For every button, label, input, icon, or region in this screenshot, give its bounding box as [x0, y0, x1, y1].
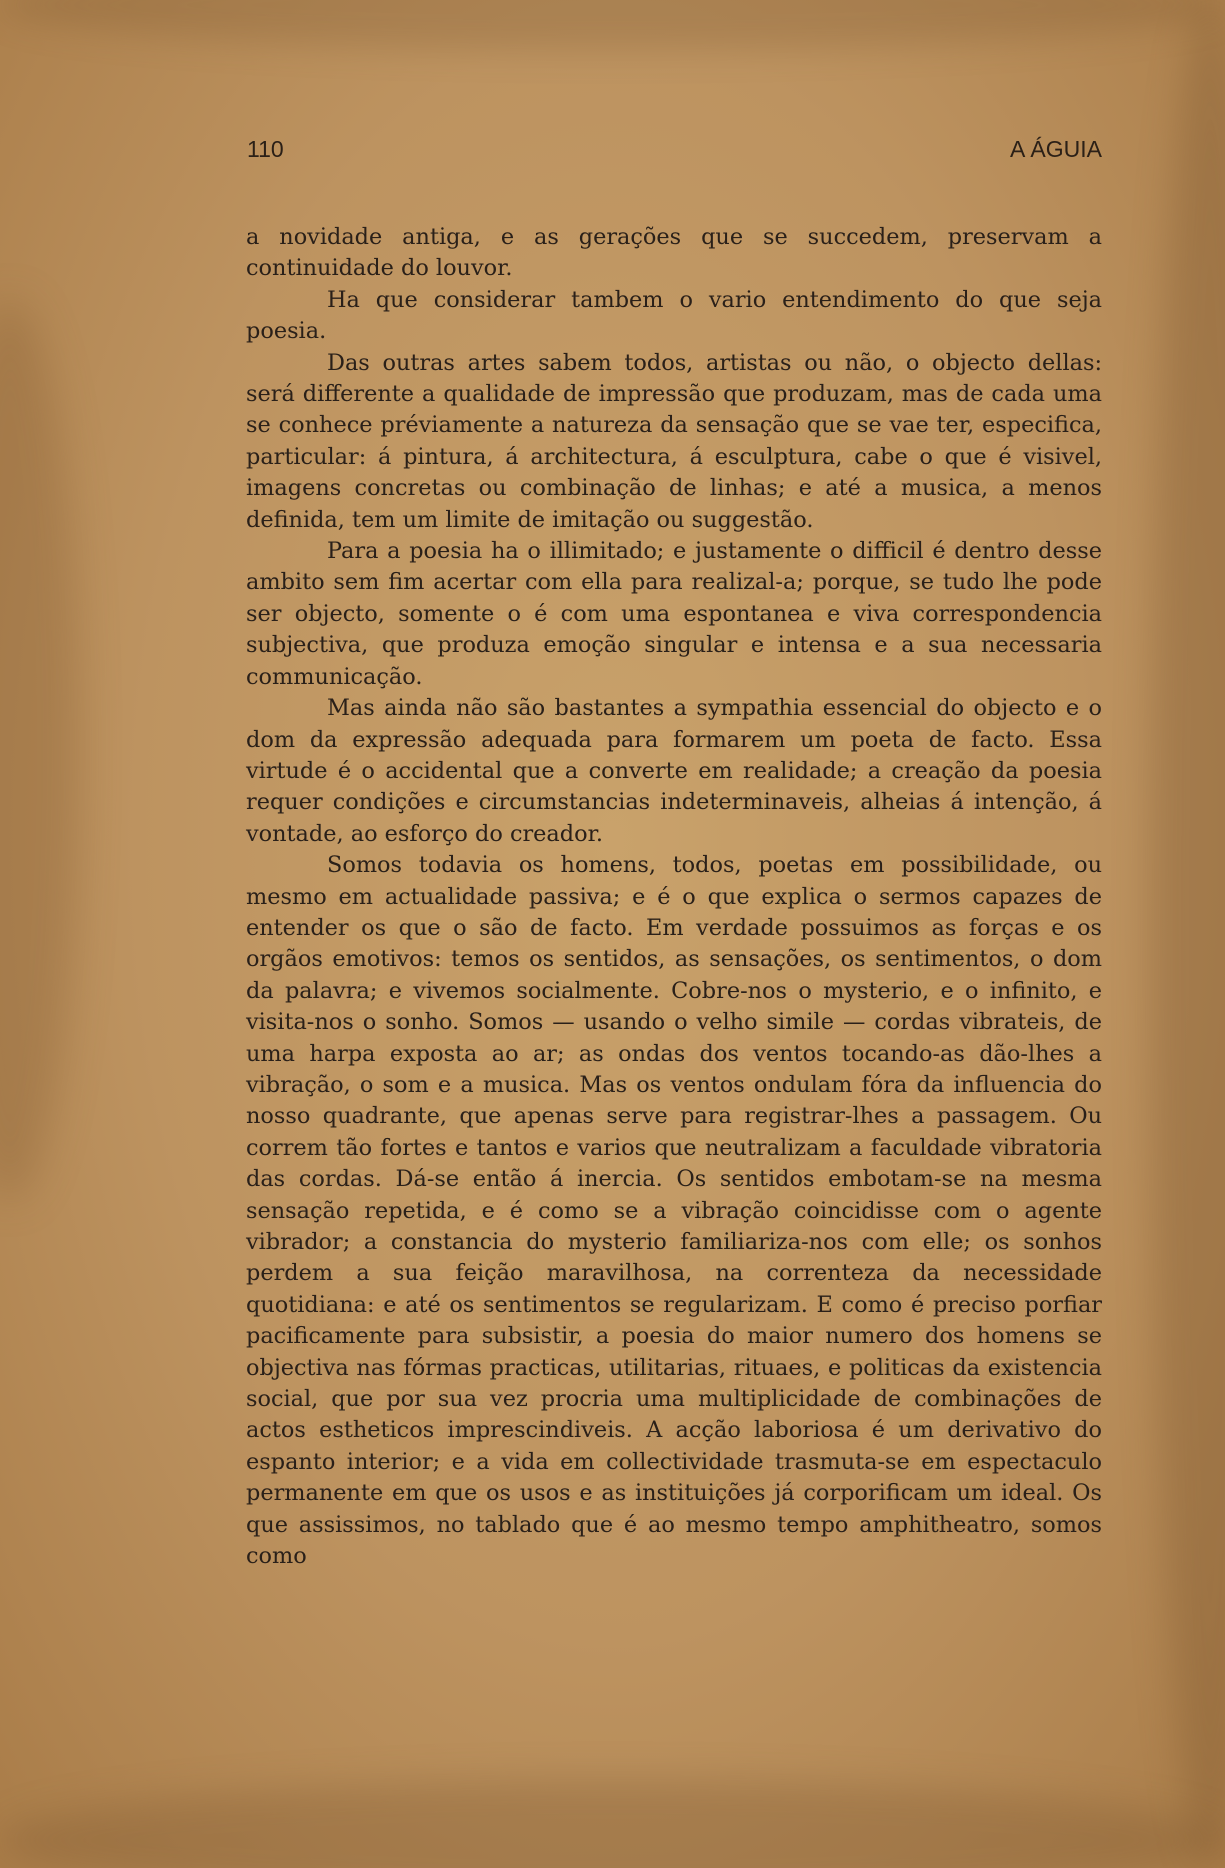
- running-head: [247, 136, 1102, 170]
- body-text: [246, 222, 1102, 1572]
- paragraph: Somos todavia os homens, todos, poetas em possibilidade, ou mesmo em actualidade passiva; e é o que explica o sermos capazes de entender os que o são de facto. Em verdade possuimos as forças e os orgãos emotivos: temos os sentidos, as sensações, os sentimentos, o dom da palavra; e vivemos socialmente. Cobre-nos o mysterio, e o infinito, e visita-nos o sonho. Somos — usando o velho simile — cordas vibrateis, de uma harpa exposta ao ar; as ondas dos ventos tocando-as dão-lhes a vibração, o som e a musica. Mas os ventos ondulam fóra da influencia do nosso quadrante, que apenas serve para registrar-lhes a passagem. Ou correm tão fortes e tantos e varios que neutralizam a faculdade vibratoria das cordas. Dá-se então á inercia. Os sentidos embotam-se na mesma sensação repetida, e é como se a vibração coincidisse com o agente vibrador; a constancia do mysterio familiariza-nos com elle; os sonhos perdem a sua feição maravilhosa, na correnteza da necessidade quotidiana: e até os sentimentos se regularizam. E como é preciso porfiar pacificamente para subsistir, a poesia do maior numero dos homens se objectiva nas fórmas practicas, utilitarias, rituaes, e politicas da existencia social, que por sua vez procria uma multiplicidade de combinações de actos estheticos imprescindiveis. A acção laboriosa é um derivativo do espanto interior; e a vida em collectividade trasmuta-se em espectaculo permanente em que os usos e as instituições já corporificam um ideal. Os que assissimos, no tablado que é ao mesmo tempo amphitheatro, somos como: [246, 852, 1102, 1570]
- paragraph: Das outras artes sabem todos, artistas ou não, o objecto dellas: será differente a qualidade de impressão que produzam, mas de cada uma se conhece préviamente a natureza da sensação que se vae ter, especifica, particular: á pintura, á architectura, á esculptura, cabe o que é visivel, imagens concretas ou combinação de linhas; e até a musica, a menos definida, tem um limite de imitação ou suggestão.: [246, 349, 1102, 533]
- paragraph: Mas ainda não são bastantes a sympathia essencial do objecto e o dom da expressão adequada para formarem um poeta de facto. Essa virtude é o accidental que a converte em realidade; a creação da poesia requer condições e circumstancias indeterminaveis, alheias á intenção, á vontade, ao esforço do creador.: [246, 695, 1102, 847]
- paper-stain: [1150, 0, 1225, 1868]
- paper-stain: [0, 0, 1225, 50]
- paper-stain: [0, 1780, 1225, 1868]
- page-number: 110: [247, 136, 284, 162]
- paragraph: Ha que considerar tambem o vario entendimento do que seja poesia.: [246, 286, 1102, 345]
- paper-stain: [0, 300, 80, 1200]
- paragraph: Para a poesia ha o illimitado; e justamente o difficil é dentro desse ambito sem fim acertar com ella para realizal-a; porque, se tudo lhe pode ser objecto, somente o é com uma espontanea e viva correspondencia subjectiva, que produza emoção singular e intensa e a sua necessaria communicação.: [246, 538, 1102, 690]
- paragraph: a novidade antiga, e as gerações que se succedem, preservam a continuidade do louvor.: [246, 224, 1102, 282]
- journal-title: A ÁGUIA: [1009, 136, 1102, 162]
